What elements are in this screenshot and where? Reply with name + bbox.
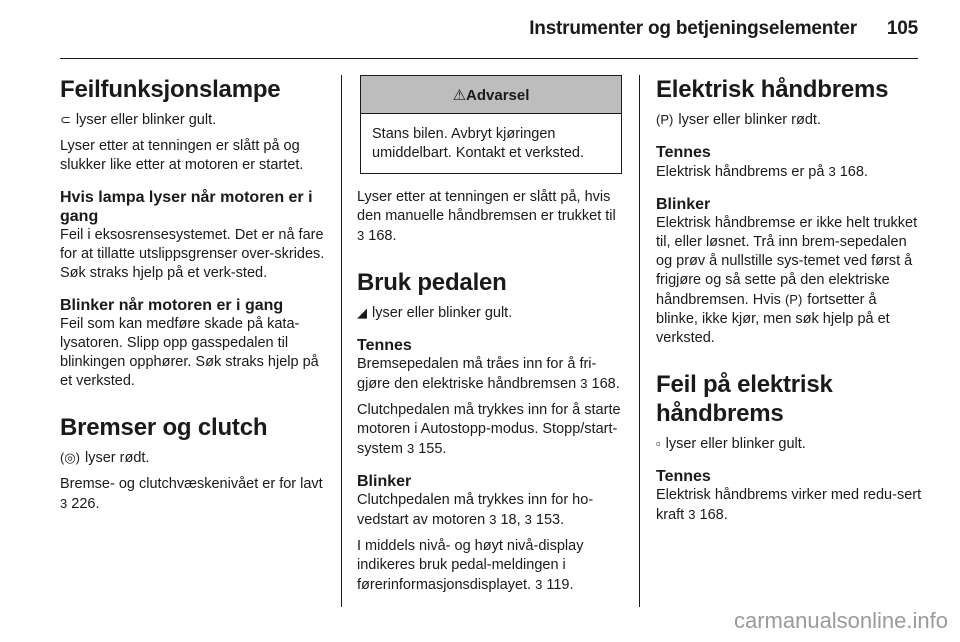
header-rule bbox=[60, 58, 918, 59]
paragraph: Feil som kan medføre skade på kata-lysatoren. Slipp opp gasspedalen til blinkingen opphører. Søk straks hjelp på et verksted. bbox=[60, 316, 319, 389]
page-number: 105 bbox=[886, 18, 918, 39]
intro-line: ◢ lyser eller blinker gult. bbox=[357, 305, 513, 321]
page-ref-icon: 3 bbox=[828, 164, 836, 179]
brake-fault-icon: ▫ bbox=[656, 436, 661, 451]
paragraph: I middels nivå- og høyt nivå-display indikeres bruk pedal-meldingen i førerinformasjonsdisplayet. 3 119. bbox=[357, 538, 584, 593]
page-header bbox=[0, 18, 918, 40]
warning-box bbox=[360, 75, 622, 174]
subheading: Blinker bbox=[656, 196, 711, 213]
warning-text: Stans bilen. Avbryt kjøringen umiddelbart. Kontakt et verksted. bbox=[372, 126, 584, 161]
page-ref-icon: 3 bbox=[357, 228, 365, 243]
column-divider-1 bbox=[341, 75, 342, 607]
paragraph: Lyser etter at tenningen er slått på, hvis den manuelle håndbremsen er trukket til 3 168. bbox=[357, 189, 616, 244]
column-divider-2 bbox=[639, 75, 640, 607]
subheading: Blinker når motoren er i gang bbox=[60, 297, 284, 314]
paragraph: Clutchpedalen må trykkes inn for å starte motoren i Autostopp-modus. Stopp/start-system 3 155. bbox=[357, 402, 621, 457]
intro-line: ▫ lyser eller blinker gult. bbox=[656, 436, 806, 452]
paragraph: Clutchpedalen må trykkes inn for ho-vedstart av motoren 3 18, 3 153. bbox=[357, 492, 594, 528]
header-title: Instrumenter og betjeningselementer bbox=[529, 18, 857, 39]
watermark: carmanualsonline.info bbox=[733, 608, 948, 633]
subheading: Tennes bbox=[656, 468, 711, 485]
warning-header: ⚠Advarsel bbox=[361, 76, 621, 114]
page-ref-icon: 3 bbox=[535, 577, 543, 592]
brake-icon: (◎) bbox=[60, 450, 81, 465]
subheading: Hvis lampa lyser når motoren er i gang bbox=[60, 189, 313, 225]
intro-line: (P) lyser eller blinker rødt. bbox=[656, 112, 821, 128]
paragraph: Elektrisk håndbremse er ikke helt trukket til, eller løsnet. Trå inn brem-sepedalen og prøv å nullstille sys-temet ved først å frigjøre og så sette på den elektriske håndbremsen. Hvis (P) fortsetter å blinke, ikke kjør, men søk hjelp på et verksted. bbox=[656, 215, 918, 346]
paragraph: Elektrisk håndbrems er på 3 168. bbox=[656, 164, 868, 180]
column-3 bbox=[656, 75, 922, 532]
column-2 bbox=[357, 75, 625, 602]
section-title-bruk-pedalen: Bruk pedalen bbox=[357, 269, 507, 296]
subheading: Tennes bbox=[357, 337, 412, 354]
section-title-feilfunksjonslampe: Feilfunksjonslampe bbox=[60, 76, 281, 103]
parking-brake-icon: (P) bbox=[656, 112, 674, 127]
page-ref-icon: 3 bbox=[580, 376, 588, 391]
intro-line: (◎) lyser rødt. bbox=[60, 450, 150, 466]
subheading: Blinker bbox=[357, 473, 412, 490]
pedal-icon: ◢ bbox=[357, 305, 367, 320]
subheading: Tennes bbox=[656, 144, 711, 161]
page-ref-icon: 3 bbox=[489, 512, 497, 527]
page-ref-icon: 3 bbox=[688, 507, 696, 522]
section-title-feil-handbrems: Feil på elektrisk håndbrems bbox=[656, 371, 833, 427]
page-ref-icon: 3 bbox=[524, 512, 532, 527]
page-ref-icon: 3 bbox=[406, 441, 415, 456]
intro-line: ⊂ lyser eller blinker gult. bbox=[60, 112, 217, 128]
section-title-elektrisk-handbrems: Elektrisk håndbrems bbox=[656, 76, 889, 103]
paragraph: Bremsepedalen må tråes inn for å fri-gjøre den elektriske håndbremsen 3 168. bbox=[357, 356, 620, 392]
page-ref-icon: 3 bbox=[60, 496, 68, 511]
engine-check-icon: ⊂ bbox=[60, 112, 71, 127]
section-title-bremser: Bremser og clutch bbox=[60, 414, 268, 441]
parking-brake-icon: (P) bbox=[784, 292, 803, 307]
paragraph: Bremse- og clutchvæskenivået er for lavt 3 226. bbox=[60, 476, 323, 512]
column-1 bbox=[60, 75, 325, 521]
paragraph: Elektrisk håndbrems virker med redu-sert kraft 3 168. bbox=[656, 487, 922, 523]
warning-triangle-icon: ⚠ bbox=[452, 87, 467, 104]
paragraph: Feil i eksosrensesystemet. Det er nå fare for at tillatte utslippsgrenser over-skrides. Søk straks hjelp på et verk-sted. bbox=[60, 227, 325, 281]
paragraph: Lyser etter at tenningen er slått på og slukker like etter at motoren er startet. bbox=[60, 138, 304, 173]
